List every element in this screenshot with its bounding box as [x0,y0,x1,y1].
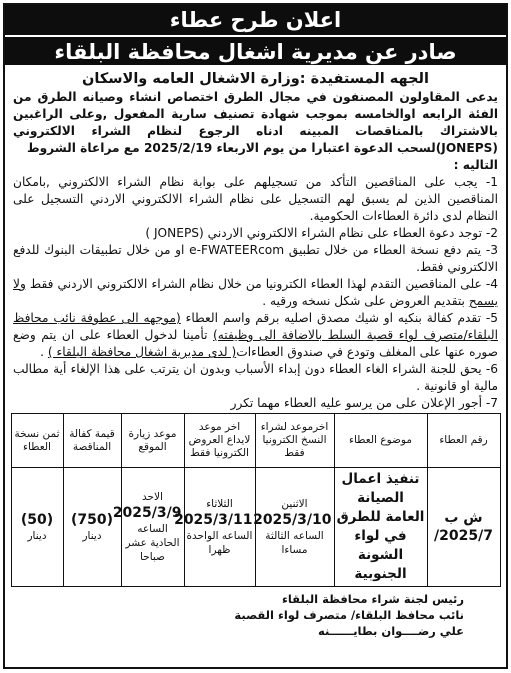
signature-block [5,591,506,639]
issuer-title: صادر عن مديرية اشغال محافظة البلقاء [5,35,506,65]
cell-submission-deadline [174,468,255,587]
condition-4-text-b: بتقديم العروض على شكل نسخه ورقيه . [262,294,469,308]
header-site-visit: موعد زيارة الموقع [121,414,184,468]
header-guarantee-value: قيمة كفالة المناقصة [63,414,121,468]
header-copy-price: ثمن نسخة العطاء [11,414,63,468]
cell-guarantee-value [63,468,121,587]
purchase-date: 2025/3/10 [253,512,332,528]
condition-item-7: 7- أجور الإعلان على من يرسو عليه العطاء مهما تكرر [230,396,498,410]
purchase-day: الاثنين [281,498,308,510]
condition-item-1: 1- يجب على المناقصين التأكد من تسجيلهم على بوابة نظام الشراء الالكتروني ,بامكان المناقصين الذين لم يسبق لهم التسجيل على نظام الشراء الالكتروني الاردني التسجيل على النظام لدى دائرة العطاءات الحكومية. [13,175,498,223]
signature-title: رئيس لجنة شراء محافظة البلقاء [281,592,464,606]
announcement-title: اعلان طرح عطاء [5,5,506,35]
condition-5-underlined-addressee: (موجهه الى عطوفة نائب محافظ البلقاء/متصرف لواء قصبة السلط بالاضافة الى وظيفته) [13,311,498,342]
header-submission-deadline: اخر موعد لايداع العروض الكترونيا فقط [184,414,255,468]
guarantee-amount: (750) [70,512,114,528]
header-tender-subject: موضوع العطاء [334,414,427,468]
announcement-body [5,65,506,412]
condition-item-4 [13,276,498,310]
purchase-time: الساعه الثالثة مساءا [265,530,324,556]
tender-subject: تنفيذ اعمال الصيانة العامة للطرق في لواء الشونة الجنوبية [336,471,425,582]
signature-name: علي رضــــوان بطايــــــنه [317,624,464,638]
submission-day: الثلاثاء [206,498,233,510]
visit-date: 2025/3/9 [112,505,182,521]
tender-table-header-row [11,414,500,468]
submission-time: الساعه الواحدة ظهرا [186,530,253,556]
condition-item-3: 3- يتم دفع نسخة العطاء من خلال تطبيق e-FWATEERcom او من خلال تطبيقات البنوك للدفع الالكتروني فقط. [13,243,498,274]
cell-copy-price [11,468,63,587]
condition-5-text-a: 5- تقدم كفالة بنكيه او شيك مصدق اصليه برقم واسم العطاء [180,311,498,325]
intro-paragraph: يدعى المقاولون المصنفون في مجال الطرق اختصاص انشاء وصيانه الطرق من الفئة الرابعه اوالخامسه بموجب شهادة تصنيف سارية المفعول ,وعلى الراغبين بالاشتراك بالمناقصات المبينه ادناه الرجوع لنظام الشراء الالكتروني (JONEPS)لسحب الدعوة اعتبارا من يوم الاربعاء 2025/2/19 مع مراعاة الشروط [13,90,498,155]
cell-tender-subject [334,468,427,587]
condition-4-text-a: 4- على المناقصين التقدم لهذا العطاء الكترونيا من خلال نظام الشراء الالكتروني الاردني فقط [25,277,498,291]
tender-table [11,413,501,587]
condition-5-text-c: . [40,345,48,359]
header-tender-number: رقم العطاء [427,414,500,468]
copy-price-currency: دينار [27,530,47,542]
beneficiary-entity: الجهه المستفيدة :وزارة الاشغال العامه والاسكان [82,71,429,87]
visit-day: الاحد [142,491,163,503]
cell-purchase-deadline [255,468,334,587]
signature-position: نائب محافظ البلقاء/ متصرف لواء القصبة [234,608,464,622]
cell-tender-number [427,468,500,587]
guarantee-currency: دينار [82,530,102,542]
header-purchase-deadline: اخرموعد لشراء النسخ الكترونيا فقط [255,414,334,468]
submission-date: 2025/3/11 [174,512,253,528]
table-row [11,468,500,587]
visit-time: الساعه الحادية عشر صباحا [125,523,180,563]
condition-item-6: 6- يحق للجنة الشراء الغاء العطاء دون إبداء الأسباب وبدون ان يترتب على هذا الإلغاء أية مطالب مالية او قانونية . [13,362,498,393]
copy-price-amount: (50) [20,512,54,528]
condition-5-underlined-location: ( لدى مديرية اشغال محافظة البلقاء ) [47,345,237,359]
tender-number: ش ب 2025/7/ [434,510,493,544]
intro-conditions-label: التاليه : [453,158,498,172]
advertisement-frame [3,3,508,669]
condition-5-text-b: تأمينا لدخول العطاء على ان يتم وضع صوره عنها على المغلف وتودع في صندوق العطاءات [13,328,498,359]
condition-item-5 [13,310,498,361]
condition-4-underlined: ولا يسمح [13,277,498,308]
condition-item-2: 2- توجد دعوة العطاء على نظام الشراء الالكتروني الاردني (JONEPS ) [145,226,498,240]
